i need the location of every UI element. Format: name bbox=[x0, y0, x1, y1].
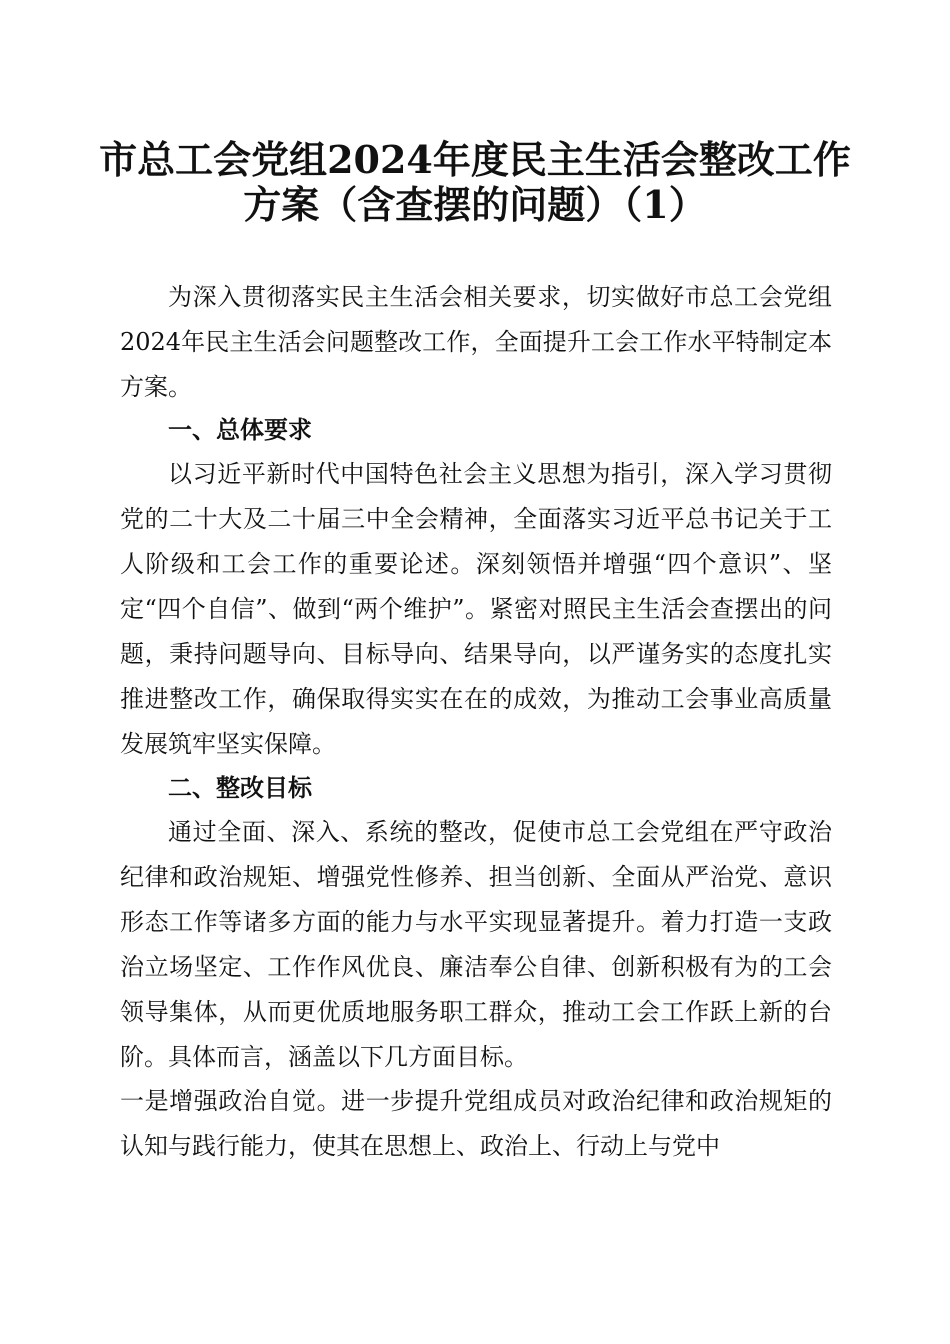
section-2-item-1: 一是增强政治自觉。进一步提升党组成员对政治纪律和政治规矩的认知与践行能力，使其在思想上、政治上、行动上与党中 bbox=[120, 1087, 832, 1160]
section-1-paragraph: 以习近平新时代中国特色社会主义思想为指引，深入学习贯彻党的二十大及二十届三中全会精神，全面落实习近平总书记关于工人阶级和工会工作的重要论述。深刻领悟并增强“四个意识”、坚定“四个自信”、做到“两个维护”。紧密对照民主生活会查摆出的问题，秉持问题导向、目标导向、结果导向，以严谨务实的态度扎实推进整改工作，确保取得实实在在的成效，为推动工会事业高质量发展筑牢坚实保障。 bbox=[120, 460, 832, 758]
document-title-line-1: 市总工会党组2024年度民主生活会整改工作 bbox=[99, 137, 851, 182]
document-title-line-2: 方案（含查摆的问题）（1） bbox=[243, 182, 707, 227]
section-2-paragraph: 通过全面、深入、系统的整改，促使市总工会党组在严守政治纪律和政治规矩、增强党性修养、担当创新、全面从严治党、意识形态工作等诸多方面的能力与水平实现显著提升。着力打造一支政治立场坚定、工作作风优良、廉洁奉公自律、创新积极有为的工会领导集体，从而更优质地服务职工群众，推动工会工作跃上新的台阶。具体而言，涵盖以下几方面目标。 bbox=[120, 818, 832, 1071]
intro-paragraph: 为深入贯彻落实民主生活会相关要求，切实做好市总工会党组2024年民主生活会问题整改工作，全面提升工会工作水平特制定本方案。 bbox=[120, 283, 832, 401]
section-1-heading: 一、总体要求 bbox=[168, 416, 312, 444]
section-2-heading: 二、整改目标 bbox=[168, 774, 312, 802]
